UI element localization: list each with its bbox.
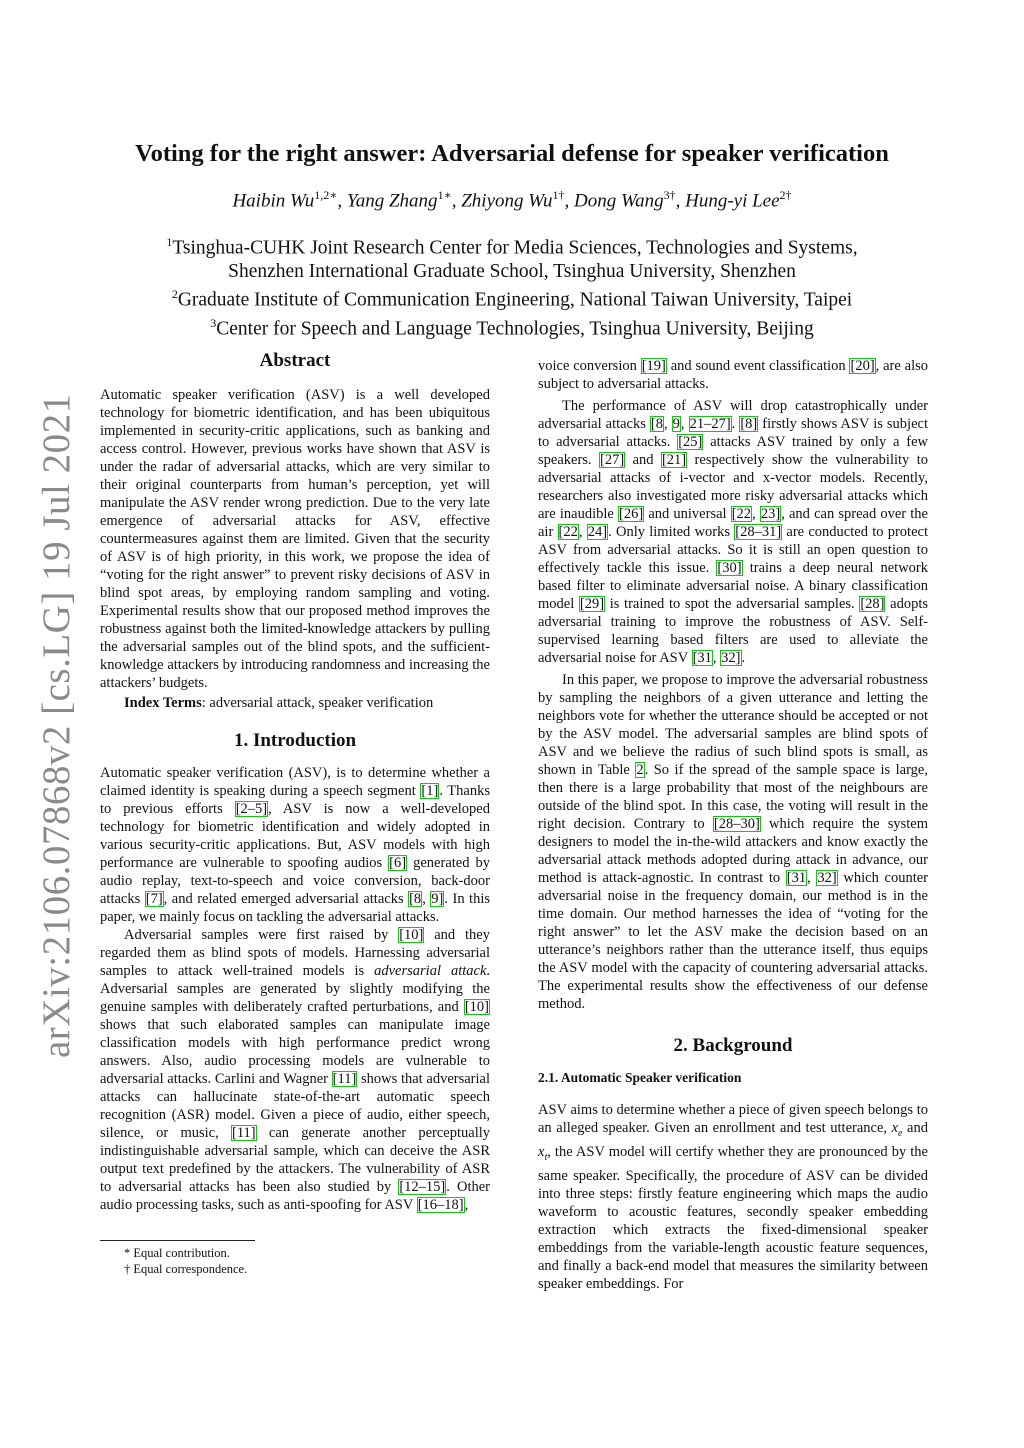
affiliation-1: $^1$Tsinghua-CUHK Joint Research Center for Media Sciences, Technologies and Systems, — [166, 235, 858, 259]
section-2-heading: 2. Background — [673, 1035, 793, 1056]
author-name: Hung-yi Lee — [685, 190, 780, 212]
citation-link[interactable]: [7] — [145, 891, 163, 907]
citation-link[interactable]: [12–15] — [399, 1179, 446, 1195]
citation-link[interactable]: 9 — [672, 416, 680, 432]
author-affiliation-mark: 2† — [779, 188, 792, 202]
citation-link[interactable]: [11] — [232, 1125, 256, 1141]
paper-title: Voting for the right answer: Adversarial defense for speaker verification — [135, 140, 889, 167]
citation-link[interactable]: [25] — [678, 434, 703, 450]
citation-link[interactable]: [27] — [599, 452, 625, 468]
index-terms: Index Terms: adversarial attack, speaker verification — [124, 695, 434, 711]
footnote-rule — [100, 1240, 255, 1241]
author-name: Yang Zhang — [346, 190, 438, 212]
citation-link[interactable]: [8 — [650, 416, 664, 432]
author-affiliation-mark: 1,2∗ — [314, 188, 338, 202]
citation-link[interactable]: [22 — [558, 524, 578, 540]
citation-link[interactable]: 21–27] — [689, 416, 731, 432]
citation-link[interactable]: [2–5] — [235, 801, 268, 817]
citation-link[interactable]: [8 — [409, 891, 422, 907]
affiliation-1-cont: Shenzhen International Graduate School, Tsinghua University, Shenzhen — [228, 260, 796, 282]
citation-link[interactable]: [30] — [717, 560, 742, 576]
citation-link[interactable]: 9] — [431, 891, 444, 907]
citation-link[interactable]: [1] — [421, 783, 439, 799]
citation-link[interactable]: [8] — [740, 416, 758, 432]
author-affiliation-mark: 1∗ — [437, 188, 452, 202]
citation-link[interactable]: [16–18] — [417, 1197, 464, 1213]
table-reference-link[interactable]: 2 — [636, 762, 644, 778]
section-1-heading: 1. Introduction — [233, 730, 357, 751]
affiliations — [0, 231, 1024, 341]
citation-link[interactable]: 23] — [760, 506, 781, 522]
index-terms-label: Index Terms — [124, 695, 202, 711]
affiliation-3: $^3$Center for Speech and Language Technologies, Tsinghua University, Beijing — [210, 315, 814, 340]
citation-link[interactable]: [28–31] — [735, 524, 782, 540]
citation-link[interactable]: [28] — [860, 596, 885, 612]
footnote-equal-contribution: * Equal contribution. — [124, 1246, 230, 1260]
citation-link[interactable]: [22 — [731, 506, 752, 522]
citation-link[interactable]: 32] — [721, 650, 741, 666]
citation-link[interactable]: 32] — [817, 870, 837, 886]
citation-link[interactable]: [6] — [389, 855, 407, 871]
citation-link[interactable]: 24] — [587, 524, 608, 540]
background-paragraph-1: ASV aims to determine whether a piece of given speech belongs to an alleged speaker. Given an enrollment and test utterance, $x_e$ and $x_t$, the ASV model will certify whether they are pronounced by the same speaker. Specifically, the procedure of ASV can be divided into three steps: firstly feature engineering which maps the audio waveform to acoustic features, secondly speaker embedding extraction which extracts the fixed-dimensional speaker embeddings from the variable-length acoustic feature sequences, and finally a back-end model that measures the similarity between speaker embeddings. For — [538, 1102, 928, 1292]
intro-paragraph-1: Automatic speaker verification (ASV), is to determine whether a claimed identity is speaking during a speech segment [1]. Thanks to previous efforts [2–5], ASV is now a well-developed technology for biometric identification and widely adopted in various security-critic applications. But, ASV models with high performance are vulnerable to spoofing audios [6] generated by audio replay, text-to-speech and voice conversion, back-door attacks [7], and related emerged adversarial attacks [8, 9]. In this paper, we mainly focus on tackling the adversarial attacks. — [100, 765, 491, 925]
author-list: Haibin $Wu^{1,2∗}$, Yang Zhang$^{1∗}$, Zhiyong $Wu^{1\dagger}$, Dong Wang$^{3\dagger}$, Hung-yi Lee$^{2\dagger}$ — [232, 188, 792, 212]
citation-link[interactable]: [19] — [641, 358, 666, 374]
intro-paragraph-4: In this paper, we propose to improve the adversarial robustness by sampling the neighbors of a given utterance and letting the neighbors vote for whether the utterance should be accepted or not by the ASV model. The adversarial samples are blind spots of ASV and we believe the radius of such blind spots is small, as shown in Table 2. So if the spread of the sample space is large, then there is a large probability that most of the neighbours are outside of the blind spot. In this case, the voting will result in the right decision. Contrary to [28–30] which require the system designers to model the in-the-wild attackers and know exactly the adversarial attack methods adopted during attack in advance, our method is attack-agnostic. In contrast to [31, 32] which counter adversarial noise in the frequency domain, our method is in the time domain. Our method harnesses the idea of “voting for the right answer” to let the ASV make the decision based on an utterance’s neighbors rather than the utterance itself, thus equips the ASV model with the capacity of countering adversarial attacks. The experimental results show the effectiveness of our defense method. — [538, 672, 929, 1012]
author-name: Haibin Wu — [232, 190, 315, 212]
author-affiliation-mark: 1† — [552, 188, 565, 202]
right-column — [538, 357, 928, 1293]
intro-paragraph-2: Adversarial samples were first raised by [10] and they regarded them as blind spots of models. Harnessing adversarial samples to attack well-trained models is adversarial attack. Adversarial samples are generated by slightly modifying the genuine samples with deliberately crafted perturbations, and [10] shows that such elaborated samples can manipulate image classification models with high performance predict wrong answers. Also, audio processing models are vulnerable to adversarial attacks. Carlini and Wagner [11] shows that adversarial attacks can hallucinate state-of-the-art automatic speech recognition (ASR) model. Given a piece of audio, either speech, silence, or music, [11] can generate another perceptually indistinguishable adversarial sample, which can deceive the ASR output text predefined by the attackers. The vulnerability of ASR to adversarial attacks has been also studied by [12–15]. Other audio processing tasks, such as anti-spoofing for ASV [16–18], — [100, 927, 491, 1213]
citation-link[interactable]: [26] — [618, 506, 644, 522]
author-affiliation-mark: 3† — [663, 188, 676, 202]
subsection-2-1-heading: 2.1. Automatic Speaker verification — [538, 1070, 742, 1085]
citation-link[interactable]: [20] — [850, 358, 875, 374]
author-name: Zhiyong Wu — [461, 190, 553, 212]
citation-link[interactable]: [11] — [332, 1071, 357, 1087]
citation-link[interactable]: [10] — [464, 999, 489, 1015]
emphasis-term: adversarial attack — [374, 963, 487, 979]
abstract-heading: Abstract — [259, 350, 331, 371]
left-column — [100, 352, 490, 1214]
citation-link[interactable]: [10] — [399, 927, 424, 943]
citation-link[interactable]: [21] — [661, 452, 687, 468]
citation-link[interactable]: [31 — [786, 870, 807, 886]
math-x-e: $x_e$ — [891, 1120, 903, 1139]
arxiv-identifier: arXiv:2106.07868v2 [cs.LG] 19 Jul 2021 — [35, 393, 78, 1058]
citation-link[interactable]: [29] — [579, 596, 605, 612]
footnote-equal-correspondence: † Equal correspondence. — [124, 1262, 248, 1276]
math-x-t: $x_t$ — [538, 1143, 548, 1163]
intro-paragraph-2-cont: voice conversion [19] and sound event classification [20], are also subject to adversarial attacks. — [538, 358, 928, 392]
author-name: Dong Wang — [574, 190, 664, 212]
citation-link[interactable]: [31 — [692, 650, 712, 666]
abstract-text: Automatic speaker verification (ASV) is a well developed technology for biometric identification, and has been ubiquitous implemented in security-critic applications, such as banking and access control. However, previous works have shown that ASV is under the radar of adversarial attacks, which are very similar to their original counterparts from human’s perception, yet will manipulate the ASV render wrong prediction. Due to the very late emergence of adversarial attacks for ASV, effective countermeasures against them are limited. Given that the security of ASV is of high priority, in this work, we propose the idea of “voting for the right answer” to prevent risky decisions of ASV in blind spot areas, by employing random sampling and voting. Experimental results show that our proposed method improves the robustness against both the limited-knowledge attackers by pulling the adversarial samples out of the blind spots, and the sufficient-knowledge attackers by introducing randomness and increasing the attackers’ budgets. — [100, 387, 490, 691]
citation-link[interactable]: [28–30] — [713, 816, 760, 832]
affiliation-2: $^2$Graduate Institute of Communication Engineering, National Taiwan University, Taipei — [171, 287, 853, 311]
intro-paragraph-3: The performance of ASV will drop catastrophically under adversarial attacks [8, 9, 21–27]. [8] firstly shows ASV is subject to adversarial attacks. [25] attacks ASV trained by only a few speakers. [27] and [21] respectively show the vulnerability to adversarial attacks of i-vector and x-vector models. Recently, researchers also investigated more risky adversarial attacks which are inaudible [26] and universal [22, 23], and can spread over the air [22, 24]. Only limited works [28–31] are conducted to protect ASV from adversarial attacks. So it is still an open question to effectively tackle this issue. [30] trains a deep neural network based filter to eliminate adversarial noise. A binary classification model [29] is trained to spot the adversarial samples. [28] adopts adversarial training to improve the robustness of ASV. Self-supervised learning based filters are used to alleviate the adversarial noise for ASV [31, 32]. — [538, 398, 929, 666]
